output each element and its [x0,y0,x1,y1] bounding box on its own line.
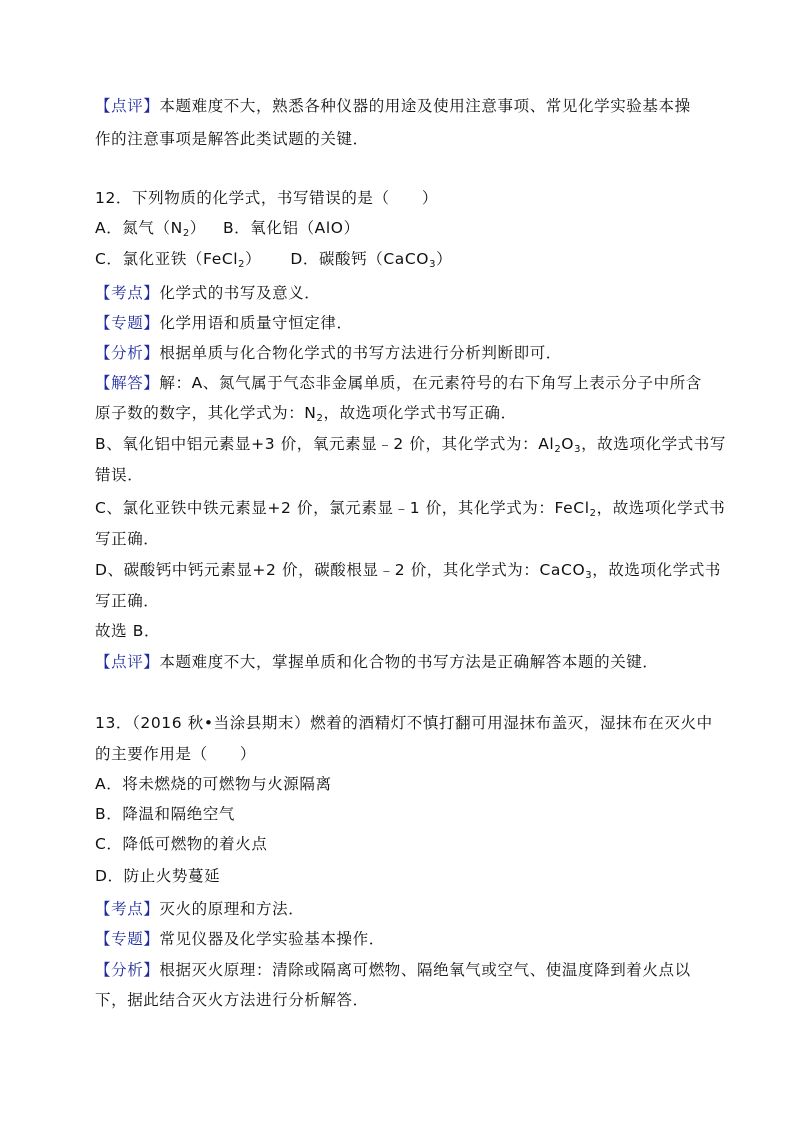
q12-stem: 12．下列物质的化学式，书写错误的是（ ） [95,189,438,207]
q12-option-d: D．碳酸钙（CaCO$_3$） [290,250,453,270]
q13-option-b: B．降温和隔绝空气 [95,805,236,823]
q13-fenxi-line-2: 下，据此结合灭火方法进行分析解答． [95,991,369,1009]
q13-zhuanti [95,929,385,949]
q11-comment-line-2: 作的注意事项是解答此类试题的关键． [95,130,369,148]
kaodian-tag: 【考点】 [95,900,160,918]
q13-option-c: C．降低可燃物的着火点 [95,835,268,853]
q12-jieda [95,373,702,393]
q12-jieda-text: 解：A、氮气属于气态非金属单质，在元素符号的右下角写上表示分子中所含 [159,374,702,392]
q12-jieda-line-2: 原子数的数字，其化学式为：$N_2$，故选项化学式书写正确． [95,404,517,424]
q13-kaodian [95,899,304,919]
q12-explain-c-line-2: 写正确． [95,530,160,548]
q11-comment-line-1 [95,96,691,116]
fenxi-tag: 【分析】 [95,344,160,362]
q12-explain-d-line-2: 写正确． [95,592,160,610]
q12-dianping-text: 本题难度不大，掌握单质和化合物的书写方法是正确解答本题的关键． [159,653,659,671]
q12-kaodian [95,283,320,303]
q12-explain-b-line-1: B、氧化铝中铝元素显+3 价，氧元素显﹣2 价，其化学式为：$Al_2O_3$，故选项化学式书写 [95,435,726,455]
q12-explain-d-line-1: D、碳酸钙中钙元素显+2 价，碳酸根显﹣2 价，其化学式为：CaCO$_3$，故选项化学式书 [95,561,722,581]
q12-fenxi-text: 根据单质与化合物化学式的书写方法进行分析判断即可． [159,344,562,362]
q13-zhuanti-text: 常见仪器及化学实验基本操作． [159,930,385,948]
q12-answer: 故选 B． [95,622,161,640]
q12-zhuanti-text: 化学用语和质量守恒定律． [159,314,353,332]
q12-fenxi [95,343,562,363]
q13-kaodian-text: 灭火的原理和方法． [159,900,305,918]
q12-explain-b-line-2: 错误． [95,466,144,484]
dianping-tag: 【点评】 [95,97,160,115]
q13-stem-line-1: 13．（2016 秋•当涂县期末）燃着的酒精灯不慎打翻可用湿抹布盖灭，湿抹布在灭火中 [95,714,713,732]
q11-comment-text: 本题难度不大，熟悉各种仪器的用途及使用注意事项、常见化学实验基本操 [159,97,691,115]
zhuanti-tag: 【专题】 [95,314,160,332]
q12-options-ab [95,218,360,238]
q13-fenxi-text: 根据灭火原理：清除或隔离可燃物、隔绝氧气或空气、使温度降到着火点以 [159,961,691,979]
q12-zhuanti [95,313,353,333]
q13-option-d: D．防止火势蔓延 [95,867,221,885]
q13-option-a: A．将未燃烧的可燃物与火源隔离 [95,775,332,793]
q12-option-b: B．氧化铝（AlO） [222,219,360,237]
q13-stem-line-2: 的主要作用是（ ） [95,745,257,763]
kaodian-tag: 【考点】 [95,284,160,302]
q12-option-c: C．氯化亚铁（FeCl$_2$） [95,250,262,270]
q12-dianping [95,652,659,672]
q12-option-a: A．氮气$(N_2)$ [95,219,206,239]
zhuanti-tag: 【专题】 [95,930,160,948]
q12-kaodian-text: 化学式的书写及意义． [159,284,321,302]
dianping-tag: 【点评】 [95,653,160,671]
q12-options-cd [95,249,452,269]
q13-fenxi [95,960,691,980]
fenxi-tag: 【分析】 [95,961,160,979]
jieda-tag: 【解答】 [95,374,160,392]
q12-explain-c-line-1: C、氯化亚铁中铁元素显+2 价，氯元素显﹣1 价，其化学式为：FeCl$_2$，故选项化学式书 [95,499,726,519]
